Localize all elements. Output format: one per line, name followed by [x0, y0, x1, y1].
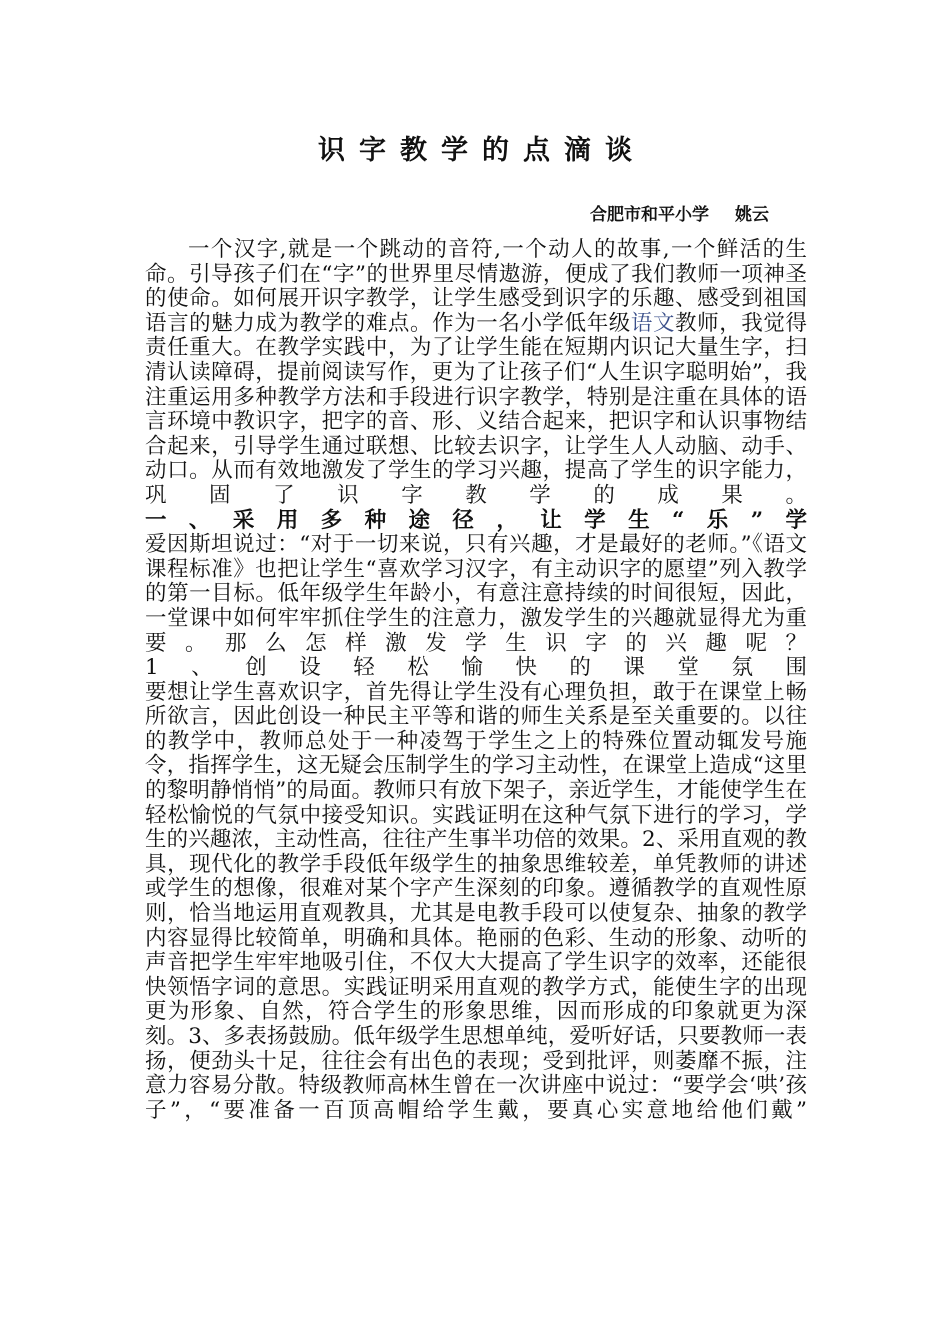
- document-title: 识字教学的点滴谈: [318, 135, 646, 166]
- subsection1-paragraph: [145, 681, 807, 1124]
- intro-paragraph: [145, 238, 807, 509]
- section1-intro-paragraph: 爱因斯坦说过：“对于一切来说，只有兴趣，才是最好的老师。”《语文课程标准》也把让学生“喜欢学习汉字，有主动识字的愿望”列入教学的第一目标。低年级学生年龄小，有意注意持续的时间很短，因此，一堂课中如何牢牢抓住学生的注意力，激发学生的兴趣就显得尤为重要。那么怎样激发学生识字的兴趣呢？: [145, 532, 807, 656]
- byline-school: 合肥市和平小学: [590, 205, 709, 225]
- subheading-3-inline: 3、多表扬鼓励。: [188, 1024, 354, 1049]
- subheading-1: 1、创设轻松愉快的课堂氛围: [145, 655, 807, 681]
- intro-text-b: 教师，我觉得责任重大。在教学实践中，为了让学生能在短期内识记大量生字，扫清认读障碍，提前阅读写作，更为了让孩子们“人生识字聪明始”，我注重运用多种教学方法和手段进行识字教学，特别是注重在具体的语言环境中教识字，把字的音、形、义结合起来，把识字和认识事物结合起来，引导学生通过联想、比较去识字，让学生人人动脑、动手、动口。从而有效地激发了学生的学习兴趣，提高了学生的识字能力，巩固了识字教学的成果。: [145, 310, 807, 508]
- document-body: [145, 238, 807, 1123]
- intro-keyword-link[interactable]: 语文: [630, 310, 676, 336]
- subsection2-text: 现代化的教学手段低年级学生的抽象思维较差，单凭教师的讲述或学生的想像，很难对某个字产生深刻的印象。遵循教学的直观性原则，恰当地运用直观教具，尤其是电教手段可以使复杂、抽象的教学内容显得比较简单，明确和具体。艳丽的色彩、生动的形象、动听的声音把学生牢牢地吸引住，不仅大大提高了学生识字的效率，还能很快领悟字词的意思。实践证明采用直观的教学方式，能使生字的出现更为形象、自然，符合学生的形象思维，因而形成的印象就更为深刻。: [145, 851, 807, 1049]
- subsection1-text: 要想让学生喜欢识字，首先得让学生没有心理负担，敢于在课堂上畅所欲言，因此创设一种民主平等和谐的师生关系是至关重要的。以往的教学中，教师总处于一种凌驾于学生之上的特殊位置动辄发号施令，指挥学生，这无疑会压制学生的学习主动性，在课堂上造成“这里的黎明静悄悄”的局面。教师只有放下架子，亲近学生，才能使学生在轻松愉悦的气氛中接受知识。实践证明在这种气氛下进行的学习，学生的兴趣浓，主动性高，往往产生事半功倍的效果。: [145, 679, 807, 853]
- section-heading-1: 一、采用多种途径，让学生“乐”学: [145, 507, 807, 533]
- byline-author: 姚云: [735, 205, 769, 225]
- byline: [590, 200, 820, 225]
- subheading-2-inline: 2、采用直观的教具，: [145, 827, 807, 877]
- subsection3-text: 低年级学生思想单纯，爱听好话，只要教师一表扬，便劲头十足，往往会有出色的表现；受到批评，则萎靡不振，注意力容易分散。特级教师高林生曾在一次讲座中说过：“要学会‘哄’孩子”，“要准备一百顶高帽给学生戴，要真心实意地给他们戴”: [145, 1024, 807, 1123]
- intro-text-a: 一个汉字,就是一个跳动的音符,一个动人的故事,一个鲜活的生命。引导孩子们在“字”的世界里尽情遨游，便成了我们教师一项神圣的使命。如何展开识字教学，让学生感受到识字的乐趣、感受到祖国语言的魅力成为教学的难点。作为一名小学低年级: [145, 237, 807, 336]
